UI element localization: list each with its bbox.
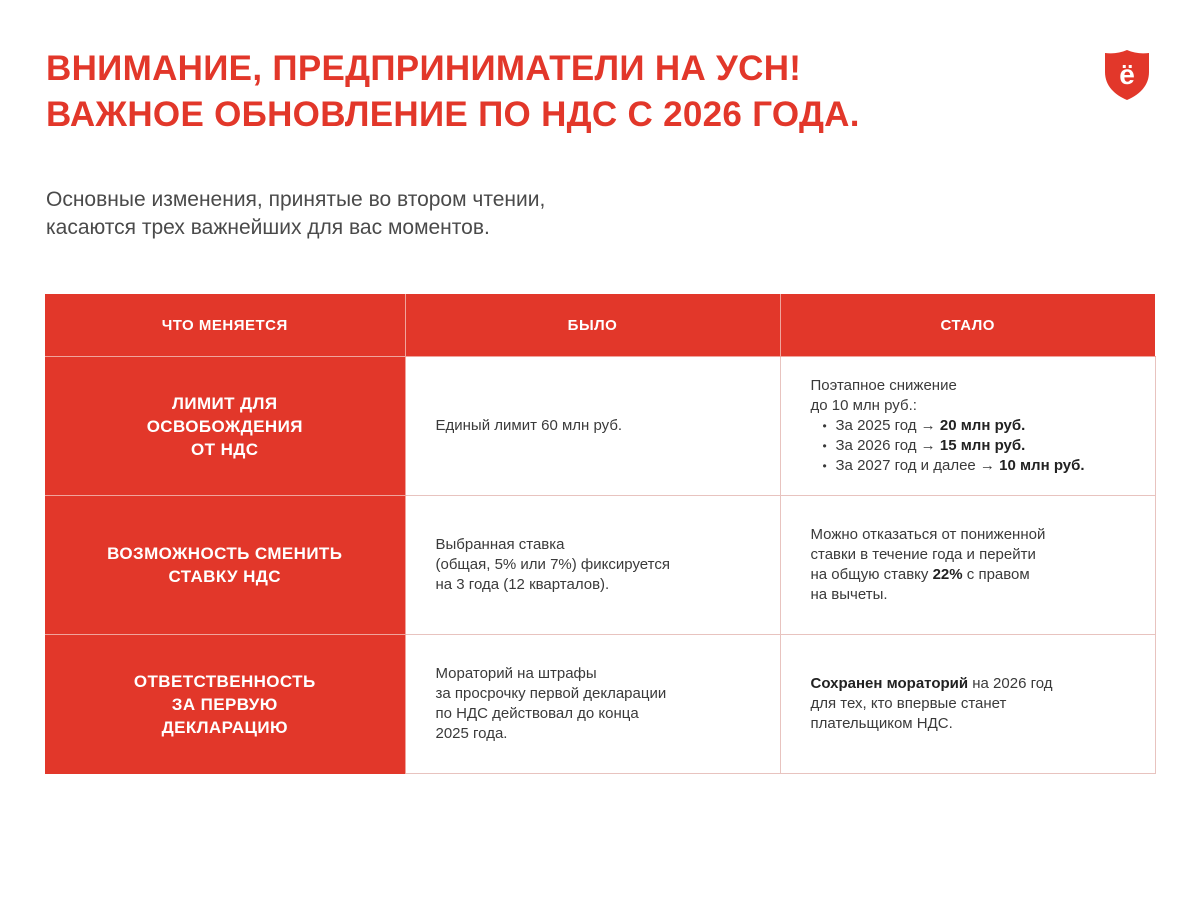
now-line: на вычеты. [810, 586, 888, 603]
limit-steps-list [811, 416, 1125, 476]
subtitle [46, 186, 946, 242]
list-item [823, 436, 1125, 456]
step-text: За 2026 год → [835, 437, 936, 454]
row-now [780, 357, 1155, 496]
topic-line: ОТ НДС [191, 439, 259, 459]
was-line: 2025 года. [435, 725, 508, 742]
row-now [780, 496, 1155, 635]
row-was [405, 496, 780, 635]
now-line: Поэтапное снижение [810, 377, 957, 394]
now-text: на 2026 год [968, 675, 1053, 692]
was-line: по НДС действовал до конца [435, 705, 639, 722]
was-line: Выбранная ставка [435, 536, 565, 553]
subtitle-line-1: Основные изменения, принятые во втором чтении, [46, 188, 546, 211]
logo-letter: ё [1119, 59, 1135, 90]
now-text: с правом [962, 566, 1030, 583]
now-text: на общую ставку [810, 566, 933, 583]
now-line: для тех, кто впервые станет [810, 695, 1007, 712]
header-was: БЫЛО [405, 294, 780, 357]
topic-line: ЗА ПЕРВУЮ [171, 694, 278, 714]
table-row [45, 496, 1155, 635]
table-row [45, 635, 1155, 774]
step-value: 10 млн руб. [999, 457, 1085, 474]
was-line: за просрочку первой декларации [435, 685, 667, 702]
table-header-row [45, 294, 1155, 357]
title-line-2: ВАЖНОЕ ОБНОВЛЕНИЕ ПО НДС С 2026 ГОДА. [46, 95, 860, 134]
topic-line: СТАВКУ НДС [168, 567, 281, 586]
row-topic [45, 496, 405, 635]
step-text: За 2027 год и далее → [835, 457, 995, 474]
changes-table [45, 294, 1156, 774]
header-now: СТАЛО [780, 294, 1155, 357]
page-title [46, 46, 1046, 138]
now-line [811, 674, 1125, 694]
now-line [811, 565, 1125, 585]
topic-line: ЛИМИТ ДЛЯ [172, 393, 278, 413]
now-line: Можно отказаться от пониженной [810, 526, 1046, 543]
row-was [405, 635, 780, 774]
table-row [45, 357, 1155, 496]
was-line: на 3 года (12 кварталов). [435, 576, 610, 593]
now-line: ставки в течение года и перейти [810, 546, 1036, 563]
topic-line: ДЕКЛАРАЦИЮ [161, 717, 288, 737]
vat-rate-value: 22% [932, 566, 963, 583]
was-line: (общая, 5% или 7%) фиксируется [435, 556, 670, 573]
step-value: 15 млн руб. [939, 437, 1026, 454]
step-value: 20 млн руб. [939, 417, 1026, 434]
now-line: плательщиком НДС. [810, 715, 953, 732]
was-line: Единый лимит 60 млн руб. [435, 417, 623, 434]
row-now [780, 635, 1155, 774]
row-topic [45, 635, 405, 774]
now-line: до 10 млн руб.: [810, 397, 917, 414]
moratorium-label: Сохранен мораторий [810, 675, 969, 692]
was-line: Мораторий на штрафы [435, 665, 597, 682]
row-was [405, 357, 780, 496]
topic-line: ОТВЕТСТВЕННОСТЬ [133, 671, 316, 691]
header-what-changes: ЧТО МЕНЯЕТСЯ [45, 294, 405, 357]
step-text: За 2025 год → [835, 417, 936, 434]
list-item [823, 456, 1125, 476]
title-line-1: ВНИМАНИЕ, ПРЕДПРИНИМАТЕЛИ НА УСН! [46, 49, 802, 88]
list-item [823, 416, 1125, 436]
subtitle-line-2: касаются трех важнейших для вас моментов. [46, 216, 490, 239]
topic-line: ОСВОБОЖДЕНИЯ [146, 416, 303, 436]
topic-line: ВОЗМОЖНОСТЬ СМЕНИТЬ [107, 544, 343, 563]
row-topic [45, 357, 405, 496]
shield-icon [1103, 48, 1151, 102]
